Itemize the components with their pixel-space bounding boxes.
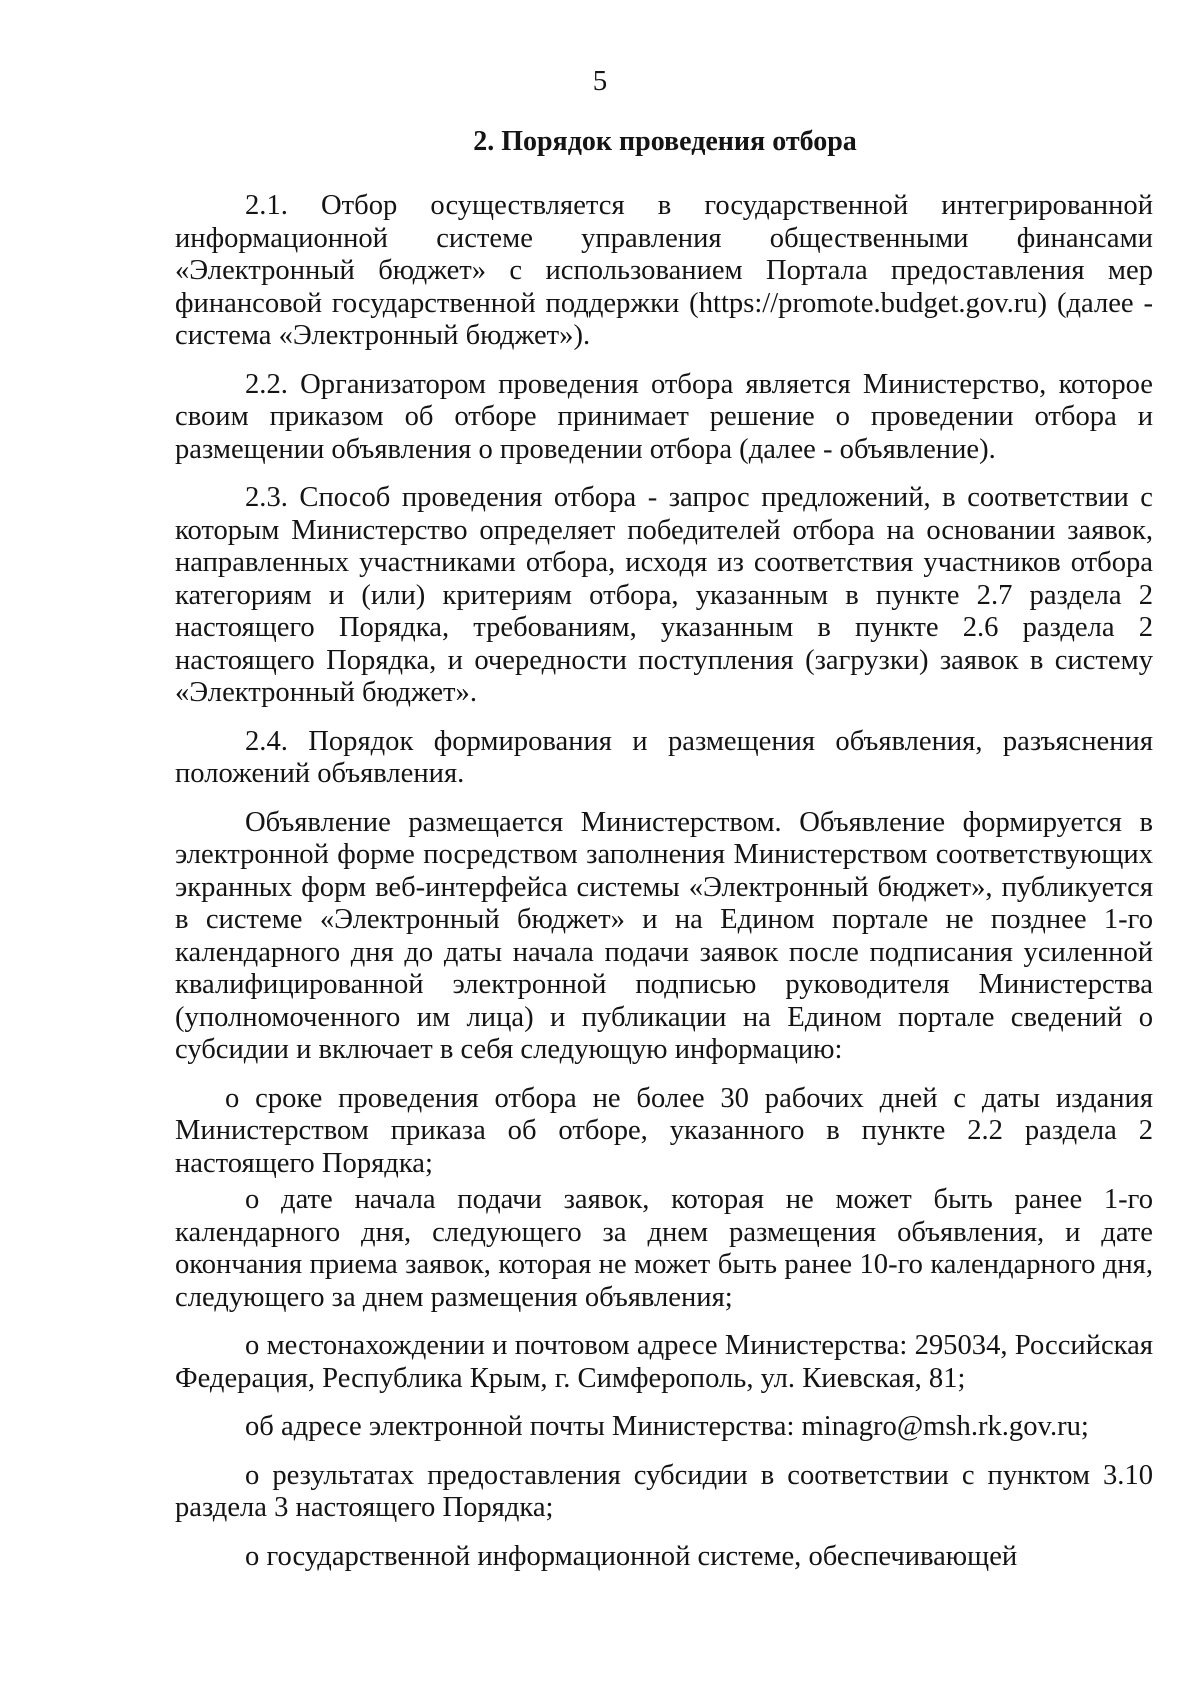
list-item-ministry-address: о местонахождении и почтовом адресе Министерства: 295034, Российская Федерация, Республика Крым, г. Симферополь, ул. Киевская, 81;	[175, 1330, 1153, 1394]
list-item-subsidy-results: о результатах предоставления субсидии в соответствии с пунктом 3.10 раздела 3 настоящего Порядка;	[175, 1459, 1153, 1523]
list-item-ministry-email: об адресе электронной почты Министерства: minagro@msh.rk.gov.ru;	[245, 1411, 1089, 1442]
paragraph-announcement: Объявление размещается Министерством. Объявление формируется в электронной форме посредством заполнения Министерством соответствующих экранных форм веб-интерфейса системы «Электронный бюджет», публикуется в системе «Электронный бюджет» и на Едином портале не позднее 1-го календарного дня до даты начала подачи заявок после подписания усиленной квалифицированной электронной подписью руководителя Министерства (уполномоченного им лица) и публикации на Едином портале сведений о субсидии и включает в себя следующую информацию:	[175, 806, 1153, 1065]
paragraph-2-1: 2.1. Отбор осуществляется в государственной интегрированной информационной системе управления общественными финансами «Электронный бюджет» с использованием Портала предоставления мер финансовой государственной поддержки (https://promote.budget.gov.ru) (далее - система «Электронный бюджет»).	[175, 190, 1153, 351]
body-text	[175, 190, 1153, 1589]
paragraph-2-3: 2.3. Способ проведения отбора - запрос предложений, в соответствии с которым Министерство определяет победителей отбора на основании заявок, направленных участниками отбора, исходя из соответствия участников отбора категориям и (или) критериям отбора, указанным в пункте 2.7 раздела 2 настоящего Порядка, требованиям, указанным в пункте 2.6 раздела 2 настоящего Порядка, и очередности поступления (загрузки) заявок в систему «Электронный бюджет».	[175, 482, 1153, 708]
list-item-selection-period: о сроке проведения отбора не более 30 рабочих дней с даты издания Министерством приказа об отборе, указанного в пункте 2.2 раздела 2 настоящего Порядка;	[175, 1082, 1153, 1179]
list-item-information-system: о государственной информационной системе, обеспечивающей	[245, 1540, 1018, 1572]
paragraph-2-4: 2.4. Порядок формирования и размещения объявления, разъяснения положений объявления.	[175, 725, 1153, 789]
page-number: 5	[592, 65, 608, 97]
list-item-application-dates: о дате начала подачи заявок, которая не может быть ранее 1-го календарного дня, следующего за днем размещения объявления, и дате окончания приема заявок, которая не может быть ранее 10-го календарного дня, следующего за днем размещения объявления;	[175, 1184, 1153, 1313]
paragraph-2-2: 2.2. Организатором проведения отбора является Министерство, которое своим приказом об отборе принимает решение о проведении отбора и размещении объявления о проведении отбора (далее - объявление).	[175, 368, 1153, 465]
section-title: 2. Порядок проведения отбора	[473, 126, 857, 157]
